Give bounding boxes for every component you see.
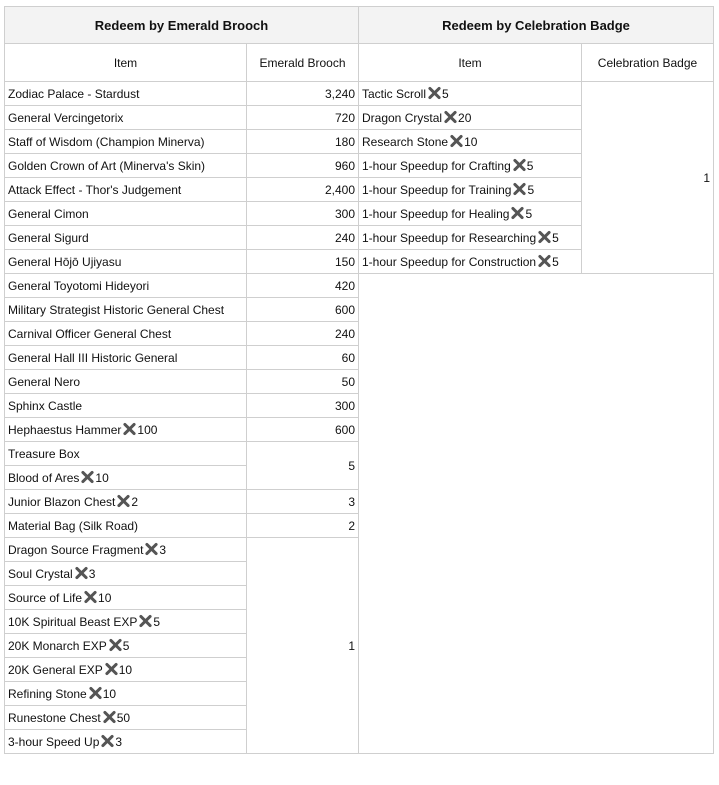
item-cell[interactable] [359,226,582,250]
item-cell[interactable] [5,610,247,634]
item-quantity: 10 [102,687,117,701]
item-cell[interactable] [5,346,247,370]
emerald-cost-cell[interactable]: 600 [247,418,359,442]
emerald-cost-cell[interactable]: 150 [247,250,359,274]
emerald-cost-cell[interactable]: 960 [247,154,359,178]
item-name: Military Strategist Historic General Chest [8,302,225,317]
emerald-cost-cell[interactable]: 420 [247,274,359,298]
emerald-cost-cell[interactable]: 2,400 [247,178,359,202]
item-name: Source of Life [8,591,83,605]
item-quantity: 20 [458,111,472,125]
multiply-icon [74,566,88,580]
item-cell[interactable] [359,202,582,226]
multiply-icon [144,542,158,556]
emerald-cost-cell[interactable]: 5 [247,442,359,490]
item-name: General Sigurd [8,230,89,245]
item-quantity: 3 [159,543,167,557]
item-name: 20K Monarch EXP [8,639,107,653]
item-name: General Vercingetorix [8,110,124,125]
multiply-icon [80,470,94,484]
item-name: Tactic Scroll [362,87,427,101]
emerald-section-header: Redeem by Emerald Brooch [5,7,359,44]
item-name: General Hall III Historic General [8,350,178,365]
multiply-icon [512,158,526,172]
item-cell[interactable] [359,106,582,130]
emerald-cost-cell[interactable]: 50 [247,370,359,394]
multiply-icon [122,422,136,436]
item-quantity: 5 [552,255,559,269]
item-name: General Hōjō Ujiyasu [8,254,122,269]
item-name: Refining Stone [8,687,87,701]
emerald-cost-cell[interactable]: 240 [247,322,359,346]
multiply-icon [116,494,130,508]
item-name: 3-hour Speed Up [8,735,100,749]
item-quantity: 10 [464,135,478,149]
emerald-cost-cell[interactable]: 240 [247,226,359,250]
multiply-icon [449,134,463,148]
item-name: Soul Crystal [8,567,73,581]
item-quantity: 3 [115,735,123,749]
multiply-icon [83,590,97,604]
table-body [5,82,714,754]
badge-cost-column-header: Celebration Badge [582,44,714,82]
item-cell[interactable] [5,562,247,586]
item-cell[interactable] [5,298,247,322]
item-cell[interactable] [359,130,582,154]
multiply-icon [102,710,116,724]
multiply-icon [537,254,551,268]
item-name: 10K Spiritual Beast EXP [8,615,138,629]
item-cell[interactable] [5,658,247,682]
item-cell[interactable] [5,202,247,226]
item-cell[interactable] [5,634,247,658]
item-cell[interactable] [5,82,247,106]
item-name: Hephaestus Hammer [8,423,122,437]
item-cell[interactable] [5,682,247,706]
item-cell[interactable] [5,178,247,202]
item-cell[interactable] [5,442,247,466]
emerald-cost-cell[interactable]: 60 [247,346,359,370]
emerald-cost-cell[interactable]: 3,240 [247,82,359,106]
item-quantity: 10 [98,591,112,605]
item-quantity: 5 [526,159,534,173]
item-name: Dragon Source Fragment [8,543,144,557]
item-quantity: 10 [95,471,109,485]
emerald-cost-column-header: Emerald Brooch [247,44,359,82]
item-name: Zodiac Palace - Stardust [8,86,140,101]
item-name: Dragon Crystal [362,111,443,125]
item-cell[interactable] [359,178,582,202]
item-cell[interactable] [5,394,247,418]
item-quantity: 5 [527,183,535,197]
item-cell[interactable] [5,706,247,730]
multiply-icon [427,86,441,100]
badge-cost-cell[interactable]: 1 [582,82,714,274]
item-name: Golden Crown of Art (Minerva's Skin) [8,158,206,173]
multiply-icon [138,614,152,628]
item-cell[interactable] [359,82,582,106]
item-cell[interactable] [5,538,247,562]
item-cell[interactable] [5,490,247,514]
item-cell[interactable] [5,154,247,178]
emerald-cost-cell[interactable]: 720 [247,106,359,130]
item-cell[interactable] [5,586,247,610]
item-name: 1-hour Speedup for Crafting [362,159,511,173]
badge-item-column-header: Item [359,44,582,82]
emerald-cost-cell[interactable]: 180 [247,130,359,154]
empty-area [359,274,714,754]
item-quantity: 5 [122,639,130,653]
multiply-icon [100,734,114,748]
item-cell[interactable] [5,730,247,754]
column-header-row [5,44,714,82]
item-cell[interactable] [5,466,247,490]
item-name: Sphinx Castle [8,398,83,413]
item-name: General Cimon [8,206,89,221]
item-name: Junior Blazon Chest [8,495,116,509]
emerald-cost-cell[interactable]: 300 [247,202,359,226]
emerald-cost-cell[interactable]: 300 [247,394,359,418]
badge-section-header: Redeem by Celebration Badge [359,7,714,44]
multiply-icon [108,638,122,652]
multiply-icon [88,686,102,700]
multiply-icon [512,182,526,196]
item-cell[interactable] [359,154,582,178]
item-cell[interactable] [5,418,247,442]
item-name: Blood of Ares [8,471,80,485]
item-name: Staff of Wisdom (Champion Minerva) [8,134,205,149]
emerald-item-column-header: Item [5,44,247,82]
item-quantity: 5 [153,615,161,629]
item-cell[interactable] [5,250,247,274]
item-name: 1-hour Speedup for Construction [362,255,537,269]
emerald-cost-cell[interactable]: 1 [247,538,359,754]
multiply-icon [443,110,457,124]
item-quantity: 100 [137,423,158,437]
multiply-icon [510,206,524,220]
item-name: 20K General EXP [8,663,103,677]
item-quantity: 5 [525,207,533,221]
multiply-icon [104,662,118,676]
item-quantity: 10 [118,663,133,677]
item-quantity: 2 [131,495,139,509]
item-cell[interactable] [5,226,247,250]
item-name: Carnival Officer General Chest [8,326,172,341]
multiply-icon [537,230,551,244]
item-cell[interactable] [359,250,582,274]
item-name: Runestone Chest [8,711,101,725]
item-cell[interactable] [5,106,247,130]
item-cell[interactable] [5,322,247,346]
item-name: Research Stone [362,135,449,149]
item-name: Material Bag (Silk Road) [8,518,139,533]
item-cell[interactable] [5,514,247,538]
table-row [5,274,714,298]
item-name: 1-hour Speedup for Healing [362,207,510,221]
item-cell[interactable] [5,130,247,154]
item-cell[interactable] [5,274,247,298]
item-name: Attack Effect - Thor's Judgement [8,182,182,197]
item-quantity: 3 [88,567,96,581]
item-name: General Nero [8,374,81,389]
item-name: 1-hour Speedup for Researching [362,231,537,245]
item-quantity: 5 [442,87,449,101]
item-name: Treasure Box [8,446,80,461]
table-row [5,82,714,106]
item-quantity: 5 [552,231,559,245]
emerald-cost-cell[interactable]: 600 [247,298,359,322]
item-name: 1-hour Speedup for Training [362,183,512,197]
item-name: General Toyotomi Hideyori [8,278,150,293]
item-quantity: 50 [116,711,131,725]
emerald-cost-cell[interactable]: 2 [247,514,359,538]
section-header-row [5,7,714,44]
emerald-cost-cell[interactable]: 3 [247,490,359,514]
redeem-table [4,6,714,754]
item-cell[interactable] [5,370,247,394]
